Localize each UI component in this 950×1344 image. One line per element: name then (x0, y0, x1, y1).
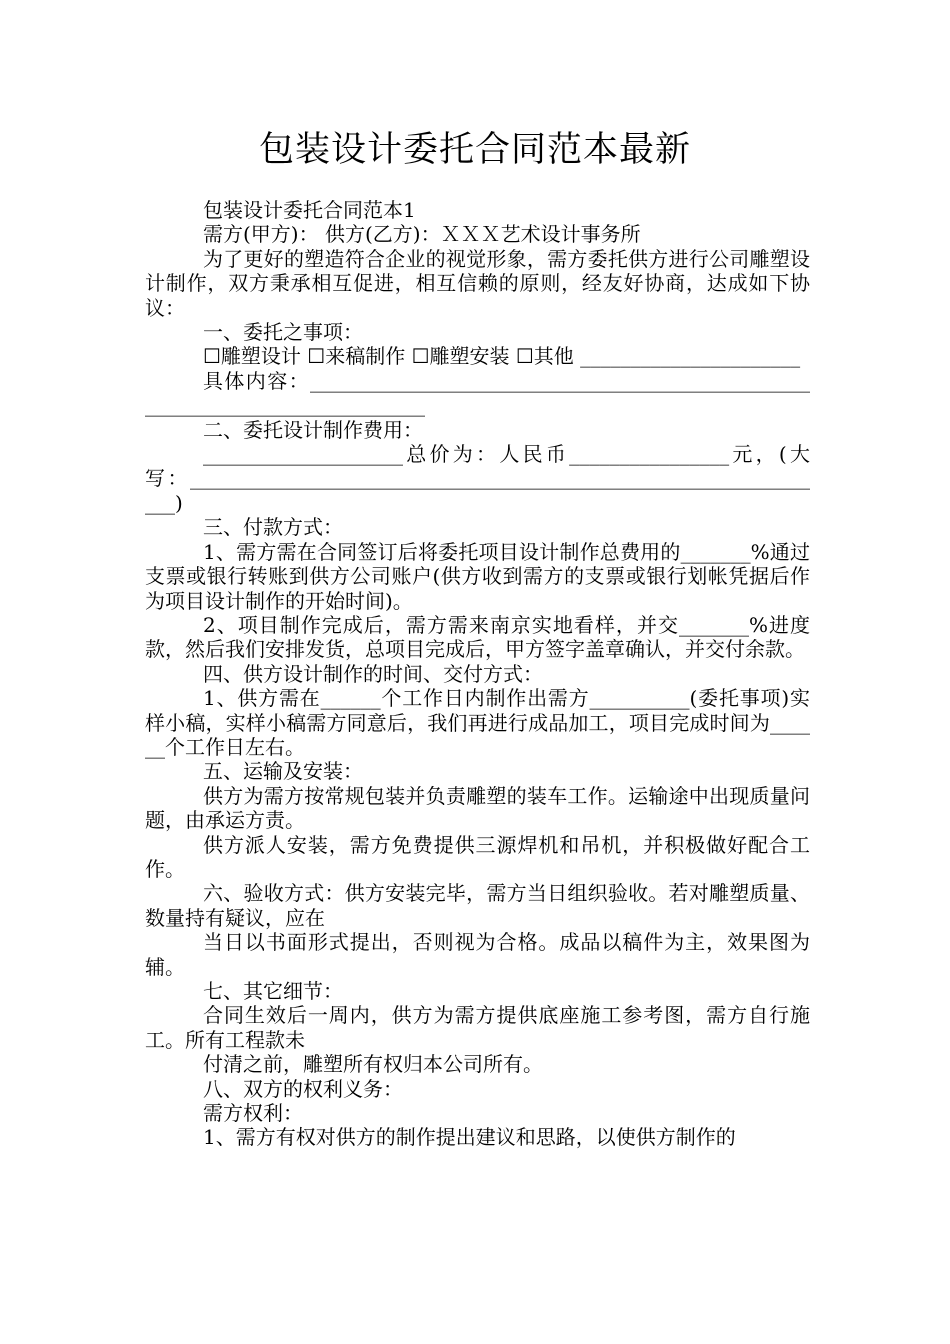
paragraph: 需方权利： (203, 1101, 303, 1126)
paragraph: 1、供方需在______个工作日内制作出需方__________(委托事项)实样小稿，实样小稿需方同意后，我们再进行成品加工，项目完成时间为______个工作日左右。 (145, 686, 810, 759)
paragraph: 1、需方有权对供方的制作提出建议和思路，以使供方制作的 (203, 1125, 736, 1150)
paragraph: 付清之前，雕塑所有权归本公司所有。 (203, 1052, 543, 1077)
paragraph: 供方派人安装，需方免费提供三源焊机和吊机，并积极做好配合工作。 (145, 832, 810, 881)
paragraph: 二、委托设计制作费用： (203, 417, 423, 442)
document-body (145, 198, 810, 1150)
paragraph: 五、运输及安装： (203, 759, 363, 784)
paragraph: 需方(甲方)： 供方(乙方)：ＸＸＸ艺术设计事务所 (203, 222, 641, 247)
paragraph: 合同生效后一周内，供方为需方提供底座施工参考图，需方自行施工。所有工程款未 (145, 1003, 810, 1052)
paragraph: 当日以书面形式提出，否则视为合格。成品以稿件为主，效果图为辅。 (145, 930, 810, 979)
paragraph: 2、项目制作完成后，需方需来南京实地看样，并交_______%进度款，然后我们安排发货，总项目完成后，甲方签字盖章确认，并交付余款。 (145, 612, 810, 662)
paragraph: ☐雕塑设计 ☐来稿制作 ☐雕塑安装 ☐其他 ______________________ (203, 344, 801, 369)
paragraph: 1、需方需在合同签订后将委托项目设计制作总费用的_______%通过支票或银行转账到供方公司账户(供方收到需方的支票或银行划帐凭据后作为项目设计制作的开始时间)。 (145, 539, 810, 613)
paragraph: 一、委托之事项： (203, 320, 363, 345)
paragraph: 三、付款方式： (203, 515, 343, 540)
paragraph: 八、双方的权利义务： (203, 1076, 403, 1101)
paragraph: 六、验收方式：供方安装完毕，需方当日组织验收。若对雕塑质量、数量持有疑议，应在 (145, 881, 810, 930)
document-title: 包装设计委托合同范本最新 (258, 130, 691, 170)
paragraph: 包装设计委托合同范本1 (203, 198, 416, 222)
paragraph: 七、其它细节： (203, 979, 343, 1003)
paragraph: ____________________总价为：人民币________________元，(大写：_________________________________________________________________) (145, 442, 810, 515)
paragraph: 四、供方设计制作的时间、交付方式： (203, 661, 543, 686)
paragraph: 为了更好的塑造符合企业的视觉形象，需方委托供方进行公司雕塑设计制作，双方秉承相互促进，相互信赖的原则，经友好协商，达成如下协议： (145, 246, 810, 320)
paragraph: 供方为需方按常规包装并负责雕塑的装车工作。运输途中出现质量问题，由承运方责。 (145, 783, 810, 833)
paragraph: 具体内容：______________________________________________________________________________ (145, 368, 810, 418)
